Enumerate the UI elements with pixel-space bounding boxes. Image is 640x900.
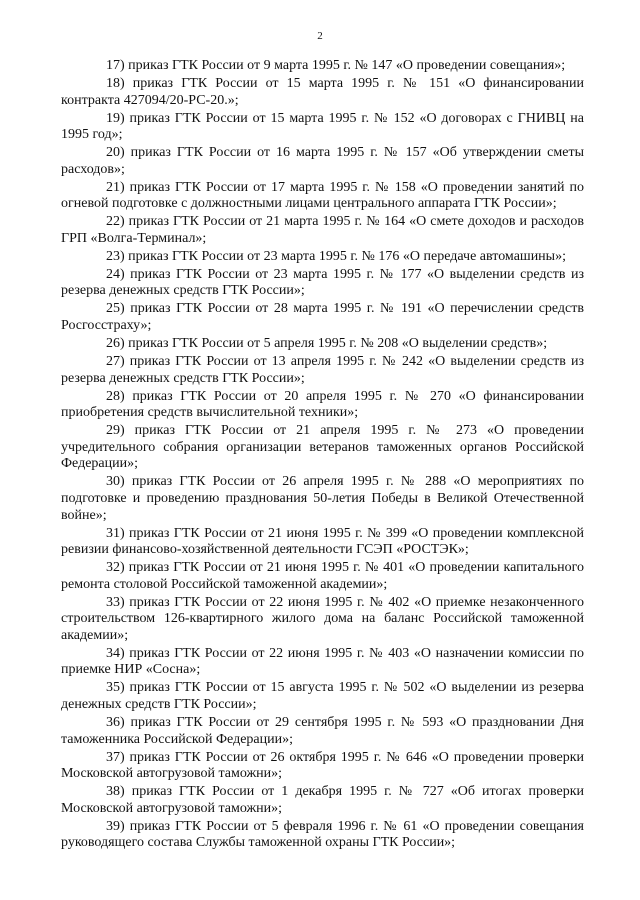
list-item: 26) приказ ГТК России от 5 апреля 1995 г. № 208 «О выделении средств»; [106,336,548,352]
list-item: 36) приказ ГТК России от 29 сентября 1995 г. № 593 «О праздновании Дня таможенника Российской Федерации»; [61,714,584,747]
order-list [61,58,584,853]
list-item: 28) приказ ГТК России от 20 апреля 1995 г. № 270 «О финансировании приобретения средств вычислительной техники»; [61,388,584,421]
list-item: 18) приказ ГТК России от 15 марта 1995 г. № 151 «О финансировании контракта 427094/20-РС-20.»; [61,75,584,108]
list-item: 19) приказ ГТК России от 15 марта 1995 г. № 152 «О договорах с ГНИВЦ на 1995 год»; [61,110,584,143]
list-item: 37) приказ ГТК России от 26 октября 1995 г. № 646 «О проведении проверки Московской автогрузовой таможни»; [61,749,584,782]
list-item: 24) приказ ГТК России от 23 марта 1995 г. № 177 «О выделении средств из резерва денежных средств ГТК России»; [61,266,584,299]
list-item: 22) приказ ГТК России от 21 марта 1995 г. № 164 «О смете доходов и расходов ГРП «Волга-Терминал»; [61,214,584,246]
page-number: 2 [317,30,323,42]
list-item: 25) приказ ГТК России от 28 марта 1995 г. № 191 «О перечислении средств Росгосстраху»; [61,301,584,334]
list-item: 31) приказ ГТК России от 21 июня 1995 г. № 399 «О проведении комплексной ревизии финансово-хозяйственной деятельности ГСЭП «РОСТЭК»; [61,525,584,558]
list-item: 30) приказ ГТК России от 26 апреля 1995 г. № 288 «О мероприятиях по подготовке и проведению празднования 50-летия Победы в Великой Отечественной войне»; [61,474,584,523]
list-item: 21) приказ ГТК России от 17 марта 1995 г. № 158 «О проведении занятий по огневой подготовке с должностными лицами центрального аппарата ГТК России»; [61,179,584,212]
list-item: 20) приказ ГТК России от 16 марта 1995 г. № 157 «Об утверждении сметы расходов»; [61,145,584,177]
list-item: 27) приказ ГТК России от 13 апреля 1995 г. № 242 «О выделении средств из резерва денежных средств ГТК России»; [61,354,584,386]
list-item: 39) приказ ГТК России от 5 февраля 1996 г. № 61 «О проведении совещания руководящего состава Службы таможенной охраны ГТК России»; [61,818,584,851]
list-item: 33) приказ ГТК России от 22 июня 1995 г. № 402 «О приемке незаконченного строительством 126-квартирного жилого дома на баланс Российской таможенной академии»; [61,594,584,643]
list-item: 35) приказ ГТК России от 15 августа 1995 г. № 502 «О выделении из резерва денежных средств ГТК России»; [61,680,584,712]
list-item: 34) приказ ГТК России от 22 июня 1995 г. № 403 «О назначении комиссии по приемке НИР «Сосна»; [61,645,584,678]
list-item: 32) приказ ГТК России от 21 июня 1995 г. № 401 «О проведении капитального ремонта столовой Российской таможенной академии»; [61,560,584,592]
list-item: 17) приказ ГТК России от 9 марта 1995 г. № 147 «О проведении совещания»; [106,58,566,73]
list-item: 23) приказ ГТК России от 23 марта 1995 г. № 176 «О передаче автомашины»; [106,248,566,264]
list-item: 38) приказ ГТК России от 1 декабря 1995 г. № 727 «Об итогах проверки Московской автогрузовой таможни»; [61,784,584,816]
list-item: 29) приказ ГТК России от 21 апреля 1995 г. № 273 «О проведении учредительного собрания организации ветеранов таможенных органов Российской Федерации»; [61,423,584,472]
